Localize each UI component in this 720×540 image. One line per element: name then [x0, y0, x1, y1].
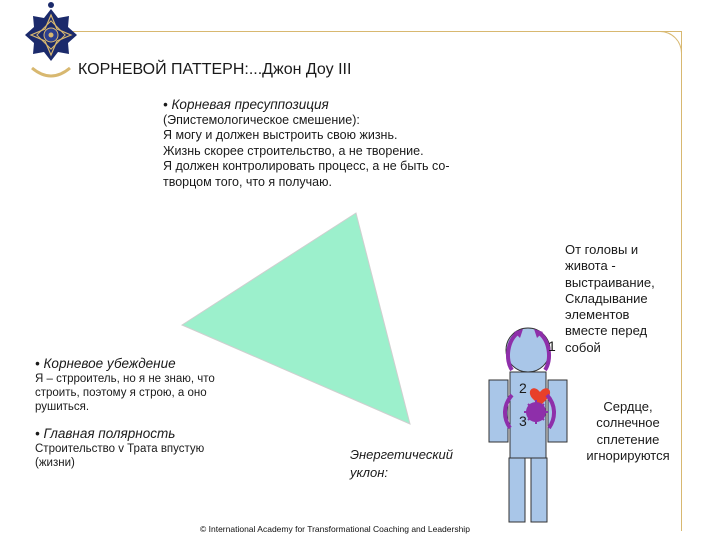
presupposition-block	[163, 97, 523, 190]
presupposition-line: творцом того, что я получаю.	[163, 174, 332, 189]
energy-bias-label	[350, 446, 500, 482]
belief-line: строить, поэтому я строю, а оно	[35, 387, 207, 399]
presupposition-line: Я могу и должен выстроить свою жизнь.	[163, 128, 398, 142]
energy-bias-line: уклон:	[350, 465, 388, 480]
polarity-heading: • Главная полярность	[35, 426, 176, 441]
head-belly-note	[565, 242, 680, 356]
figure-number-3: 3	[519, 413, 527, 429]
note-line: вместе перед	[565, 323, 648, 339]
polarity-line: Строительство v Трата впустую	[35, 443, 205, 455]
note-line: собой	[565, 339, 601, 355]
presupposition-heading: • Корневая пресуппозиция	[163, 97, 329, 112]
polarity-line: (жизни)	[35, 457, 75, 469]
human-figure	[489, 328, 567, 522]
presupposition-line: Жизнь скорее строительство, а не творение.	[163, 143, 424, 158]
note-line: Сердце,	[603, 399, 653, 414]
note-line: выстраивание,	[565, 274, 655, 290]
belief-line: рушиться.	[35, 401, 90, 413]
copyright-footer: © International Academy for Transformational Coaching and Leadership	[200, 524, 470, 534]
heart-plexus-note	[573, 399, 683, 464]
belief-block	[35, 355, 295, 414]
polarity-block	[35, 425, 275, 470]
note-line: игнорируются	[586, 447, 670, 463]
figure-number-2: 2	[519, 380, 527, 396]
presupposition-line: Я должен контролировать процесс, а не быть со-	[163, 159, 450, 173]
presupposition-line: (Эпистемологическое смешение):	[163, 112, 360, 127]
note-line: элементов	[565, 307, 630, 323]
figure-number-1: 1	[548, 338, 556, 354]
note-line: От головы и	[565, 242, 639, 257]
note-line: Складывание	[565, 290, 648, 306]
belief-heading: • Корневое убеждение	[35, 356, 176, 371]
note-line: живота -	[565, 258, 616, 274]
note-line: солнечное	[596, 415, 660, 431]
note-line: сплетение	[596, 431, 660, 447]
energy-bias-line: Энергетический	[350, 447, 453, 462]
belief-line: Я – стрроитель, но я не знаю, что	[35, 373, 215, 385]
page-title: КОРНЕВОЙ ПАТТЕРН:...Джон Доу III	[78, 61, 352, 78]
